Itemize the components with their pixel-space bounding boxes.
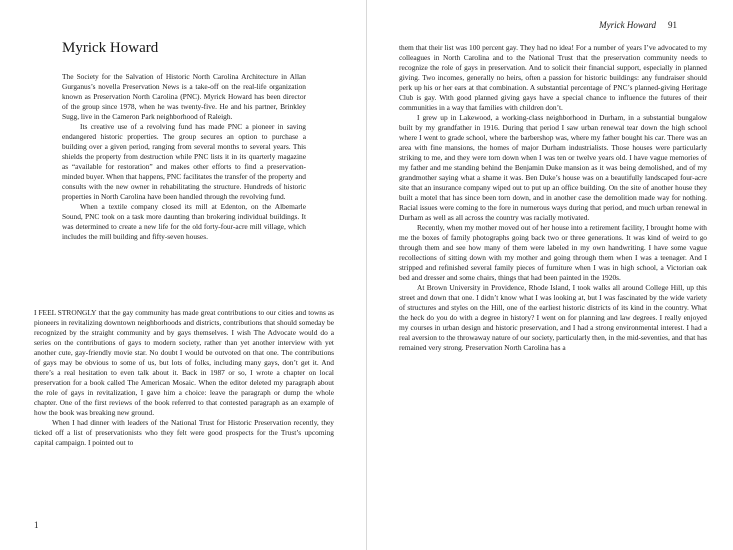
body-paragraph: At Brown University in Providence, Rhode Island, I took walks all around College Hill, up this street and down that one. I didn’t know what I was looking at, but I was fascinated by the wide variety of structures and styles on the Hill, one of the earliest historic districts of its kind in the country. What the heck do you do with a degree in history? I went on for planning and law degrees. I really enjoyed my courses in urban design and historic preservation, and I had a strong environmental interest. I had a real aversion to the throwaway nature of our society, particularly then, in the mid-seventies, and that has remained very strong. Preservation North Carolina has a bbox=[399, 283, 707, 352]
page-number: 1 bbox=[34, 520, 39, 530]
intro-paragraph: When a textile company closed its mill at Edenton, on the Albemarle Sound, PNC took on a task more daunting than brokering individual buildings. It was determined to create a new life for the old forty-four-acre mill village, which includes the mill building and fifty-seven houses. bbox=[62, 202, 306, 241]
essay-paragraph bbox=[34, 308, 334, 418]
body-paragraph: Recently, when my mother moved out of her house into a retirement facility, I brought home with me the boxes of family photographs going back two or three generations. It was kind of weird to go through them and see how many of them were labeled in my own handwriting. I have some vague recollections of sitting down with my mother and going through them when I was a teenager. And I stripped and refinished several family pieces of furniture when I was in high school, a Victorian oak bed and dresser and some chairs, things that had been painted in the 1920s. bbox=[399, 223, 707, 282]
body-text bbox=[399, 43, 707, 353]
essay-paragraph-text: that the gay community has made great contributions to our cities and towns as pioneers in revitalizing downtown neighborhoods and districts, contributions that should someday be recognized by the straight community and by gays themselves. I wish The Advocate would do a series on the contributions of gays to modern society, rather than yet another interview with yet another cute, gay-friendly movie star. No doubt I would be outvoted on that one. The contributions of gays may be obvious to some of us, but lots of folks, including many gays, don’t get it. And there’s a real hesitation to even talk about it. Back in 1987 or so, I wrote a chapter on local preservation for a book called The American Mosaic. When the editor deleted my paragraph about the role of gays in revitalization, I gave him a choice: leave the paragraph or dump the whole chapter. One of the first reviews of the book referred to that contested paragraph as an example of how the book was breaking new ground. bbox=[34, 308, 334, 417]
right-page bbox=[367, 0, 733, 550]
essay-text bbox=[34, 308, 334, 448]
running-head bbox=[599, 20, 677, 30]
running-head-title: Myrick Howard bbox=[599, 20, 656, 30]
essay-paragraph: When I had dinner with leaders of the National Trust for Historic Preservation recently, they ticked off a list of preservationists who they felt were good prospects for the Trust’s upcoming capital campaign. I pointed out to bbox=[34, 418, 334, 447]
intro-paragraph: Its creative use of a revolving fund has made PNC a pioneer in saving endangered historic properties. The group secures an option to purchase a building over a given period, ranging from several months to several years. This shields the property from destruction while PNC lists it in its quarterly magazine as “available for restoration” and makes other efforts to find a preservation-minded buyer. When that happens, PNC facilitates the transfer of the property and consults with the new owner in rehabilitating the structure. Hundreds of historic properties in North Carolina have been handled through the revolving fund. bbox=[62, 122, 306, 201]
chapter-title: Myrick Howard bbox=[62, 40, 159, 56]
intro-paragraph: The Society for the Salvation of Historic North Carolina Architecture in Allan Gurganus’s novella Preservation News is a take-off on the real-life organization known as Preservation North Carolina (PNC). Myrick Howard has been director of the group since 1978, when he was twenty-five. He and his partner, Brinkley Sugg, live in the Cameron Park neighborhood of Raleigh. bbox=[62, 72, 306, 121]
intro-text bbox=[62, 72, 306, 242]
body-paragraph: them that their list was 100 percent gay. They had no idea! For a number of years I’ve advocated to my colleagues in North Carolina and to the National Trust that the preservation community needs to recognize the role of gays in preservation. And to solicit their financial support, especially in planned giving. Two incomes, generally no heirs, often a passion for historic buildings: any fundraiser should perk up his or her ears at that combination. A substantial percentage of PNC’s planned-giving Heritage Club is gay. With good planned giving gays have a special chance to influence the futures of their communities in a way that families with children don’t. bbox=[399, 43, 707, 112]
body-paragraph: I grew up in Lakewood, a working-class neighborhood in Durham, in a substantial bungalow built by my grandfather in 1916. During that period I saw urban renewal tear down the high school where I went to grade school, where the barbershop was, where my father bought his car. There was an area with fine mansions, the homes of major Durham industrialists. Those houses were particularly striking to me, and they were torn down when I was ten or twelve years old. I have vague memories of my father and me standing behind the Benjamin Duke mansion as it was being demolished, and of my grandmother saying what a shame it was. Ben Duke’s house was on a beautifully landscaped four-acre site that an insurance company wiped out to put up an office building. On the site of another house they built a motel that has since been torn down, and in another case the demolition made way for nothing. Racial issues were coming to the fore in numerous ways during that period, and much urban renewal in Durham as well as all across the country was racially motivated. bbox=[399, 113, 707, 222]
page-number: 91 bbox=[668, 20, 677, 30]
essay-opening-words: I FEEL STRONGLY bbox=[34, 308, 97, 317]
